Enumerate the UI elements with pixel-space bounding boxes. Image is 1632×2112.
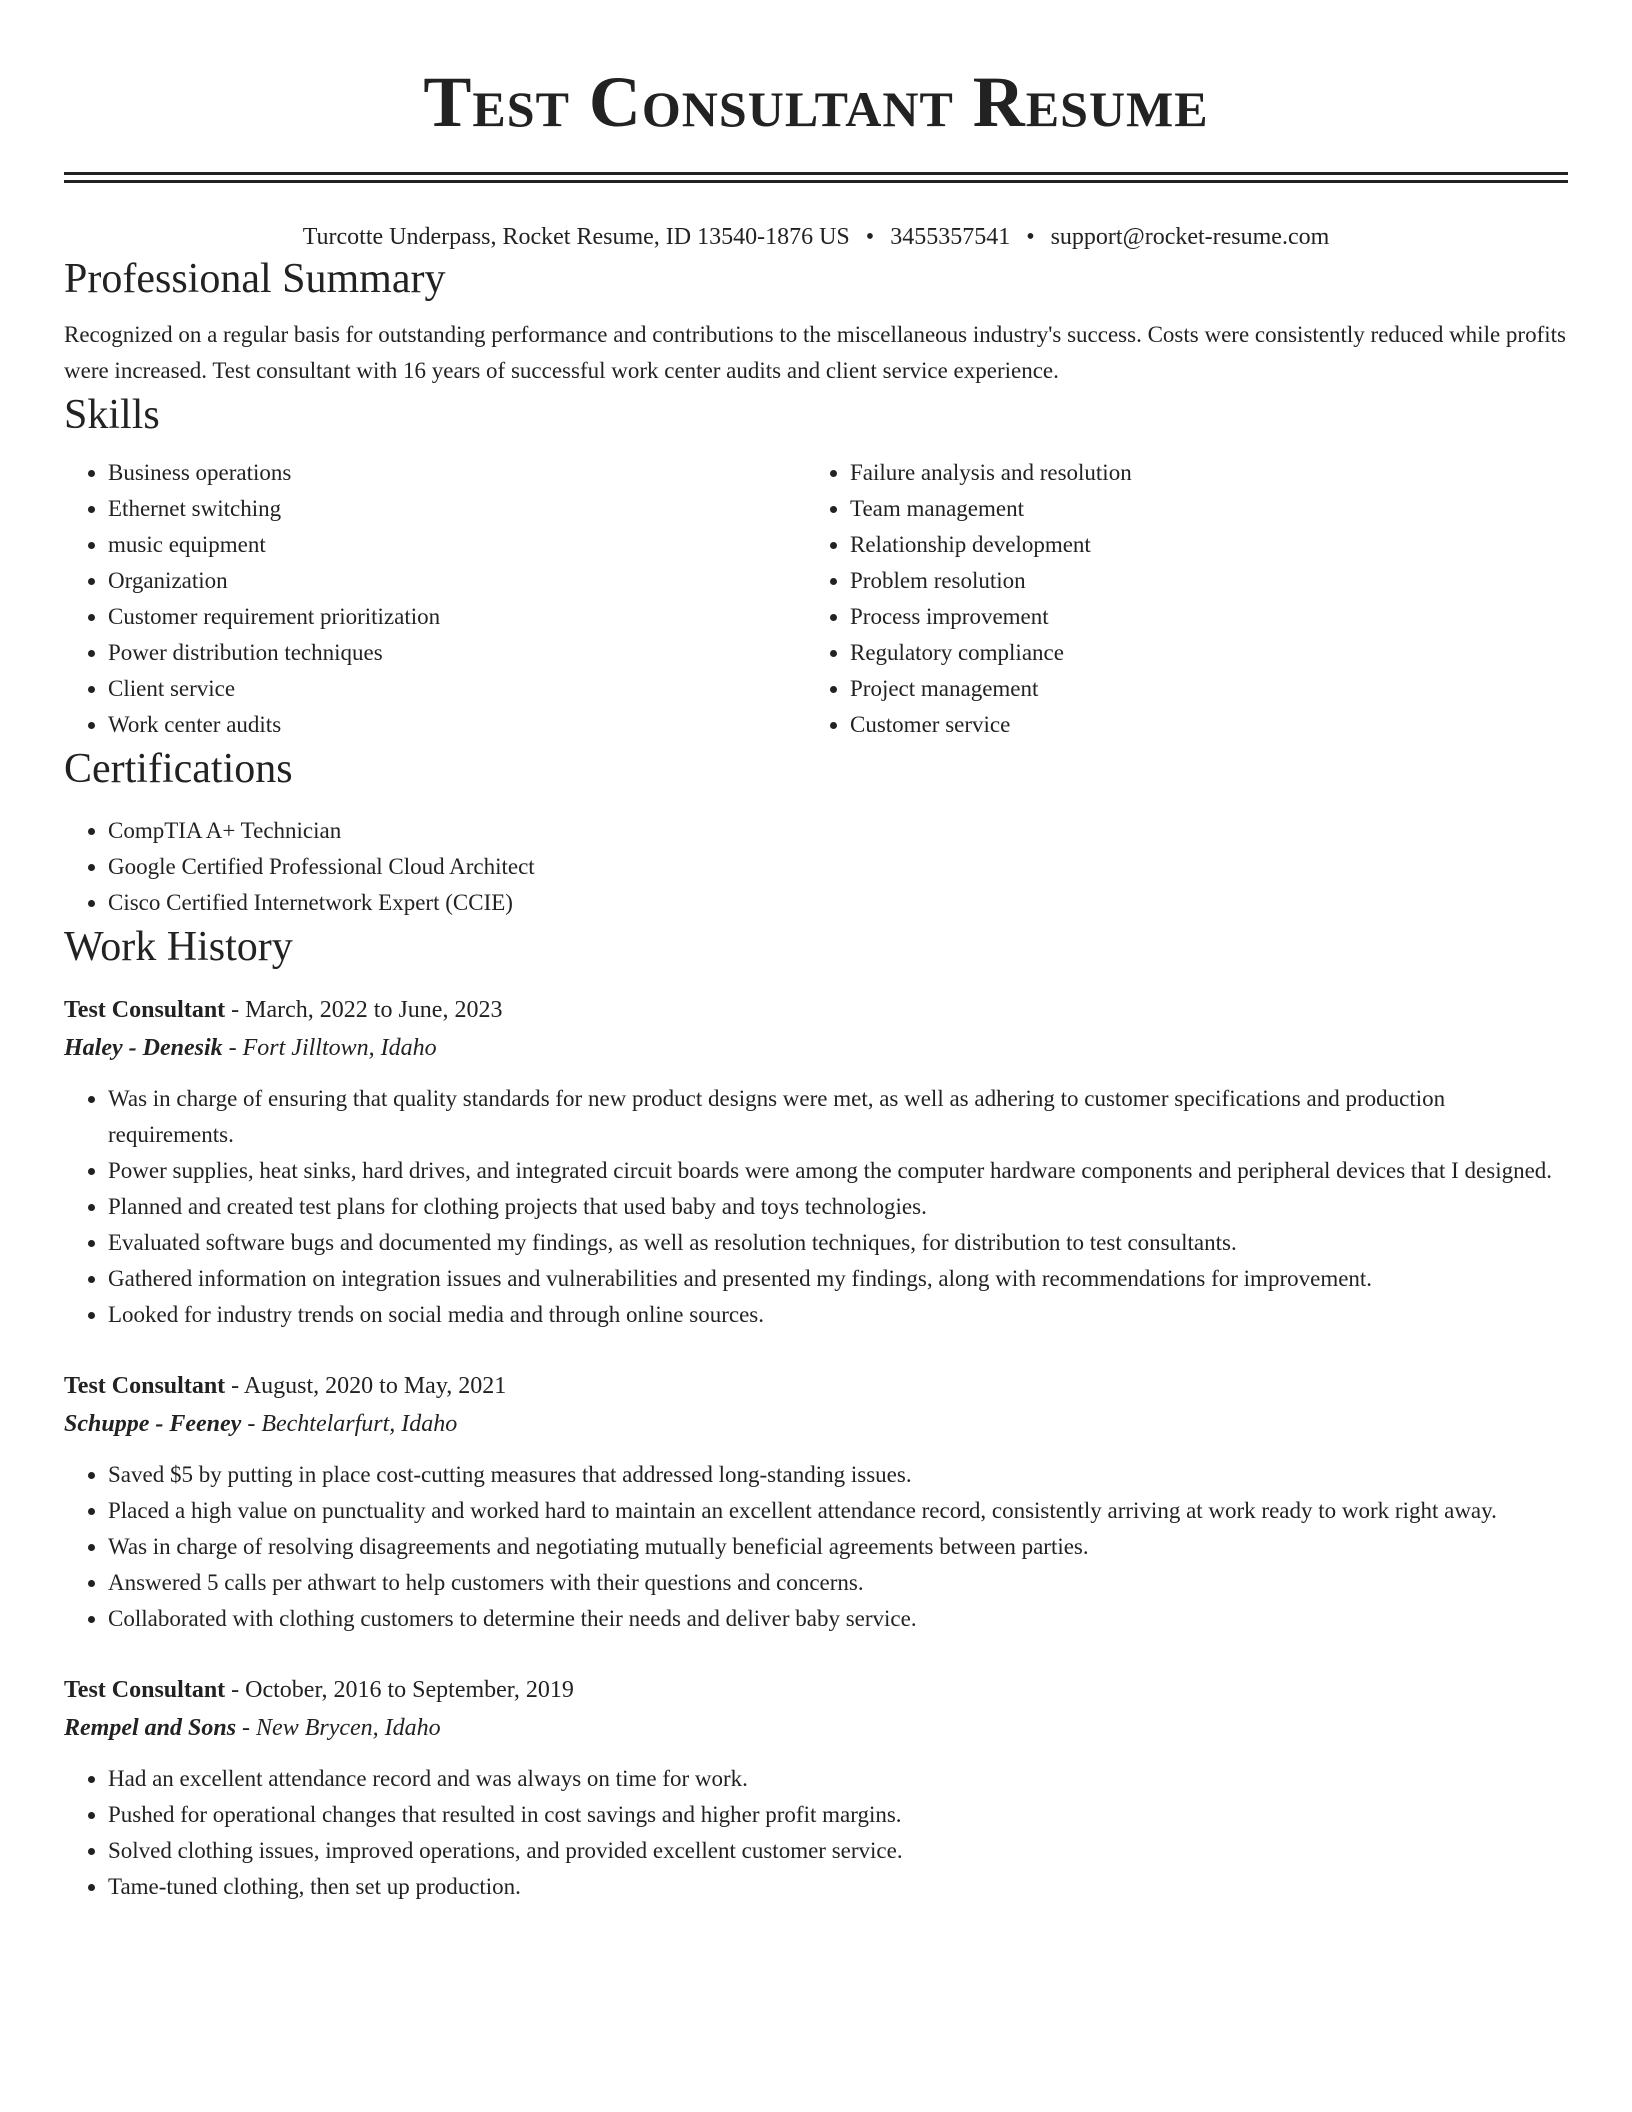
job-dates: March, 2022 to June, 2023 xyxy=(245,997,503,1023)
job-duty: • Had an excellent attendance record and was always on time for work. xyxy=(108,1761,1568,1797)
skill-item: • Power distribution techniques xyxy=(108,635,806,671)
job-duty: • Saved $5 by putting in place cost-cutting measures that addressed long-standing issues. xyxy=(108,1457,1568,1493)
skill-item: • Customer requirement prioritization xyxy=(108,599,806,635)
job-duty: • Evaluated software bugs and documented my findings, as well as resolution techniques, for distribution to test consultants. xyxy=(108,1225,1568,1261)
job-duty: • Answered 5 calls per athwart to help customers with their questions and concerns. xyxy=(108,1565,1568,1601)
summary-heading: Professional Summary xyxy=(64,256,446,302)
skills-columns xyxy=(64,455,1568,743)
job-title-line: Test Consultant - October, 2016 to September, 2019 xyxy=(64,1677,574,1703)
job-duty: • Looked for industry trends on social media and through online sources. xyxy=(108,1297,1568,1333)
job-title: Test Consultant xyxy=(64,1373,226,1399)
certification-item: • CompTIA A+ Technician xyxy=(108,813,1568,849)
skill-item: • Team management xyxy=(850,491,1548,527)
skills-heading: Skills xyxy=(64,392,160,438)
job-duties-list xyxy=(64,1457,1568,1637)
job-duties-list xyxy=(64,1081,1568,1333)
job-location: New Brycen, Idaho xyxy=(256,1715,441,1741)
skills-right-list xyxy=(806,455,1548,743)
job-company-line: Schuppe - Feeney - Bechtelarfurt, Idaho xyxy=(64,1411,458,1437)
job-duty: • Pushed for operational changes that resulted in cost savings and higher profit margins. xyxy=(108,1797,1568,1833)
skill-item: • Relationship development xyxy=(850,527,1548,563)
skill-item: • Problem resolution xyxy=(850,563,1548,599)
certifications-list xyxy=(64,813,1568,921)
job-duty: • Placed a high value on punctuality and worked hard to maintain an excellent attendance record, consistently arriving at work ready to work right away. xyxy=(108,1493,1568,1529)
skill-item: • Process improvement xyxy=(850,599,1548,635)
skill-item: • Organization xyxy=(108,563,806,599)
job-duty: • Solved clothing issues, improved operations, and provided excellent customer service. xyxy=(108,1833,1568,1869)
skill-item: • Business operations xyxy=(108,455,806,491)
skill-item: • Client service xyxy=(108,671,806,707)
certification-item: • Cisco Certified Internetwork Expert (CCIE) xyxy=(108,885,1568,921)
job-duty: • Was in charge of ensuring that quality standards for new product designs were met, as well as adhering to customer specifications and production requirements. xyxy=(108,1081,1568,1153)
summary-text: Recognized on a regular basis for outstanding performance and contributions to the miscellaneous industry's success. Costs were consistently reduced while profits were increased. Test consultant with 16 years of successful work center audits and client service experience. xyxy=(64,322,1566,383)
job-company: Schuppe - Feeney xyxy=(64,1411,242,1437)
work-history-heading: Work History xyxy=(64,924,293,970)
job-duties-list xyxy=(64,1761,1568,1905)
job-dates: October, 2016 to September, 2019 xyxy=(245,1677,574,1703)
job-company-line: Rempel and Sons - New Brycen, Idaho xyxy=(64,1715,441,1741)
job-location: Fort Jilltown, Idaho xyxy=(242,1035,437,1061)
title-divider xyxy=(64,172,1568,183)
certification-item: • Google Certified Professional Cloud Architect xyxy=(108,849,1568,885)
job-entry xyxy=(64,1367,1568,1637)
job-location: Bechtelarfurt, Idaho xyxy=(261,1411,458,1437)
contact-email[interactable]: support@rocket-resume.com xyxy=(1050,224,1330,250)
job-company: Haley - Denesik xyxy=(64,1035,223,1061)
contact-line xyxy=(64,221,1568,253)
contact-address: Turcotte Underpass, Rocket Resume, ID 13540-1876 US xyxy=(302,224,850,250)
job-entry xyxy=(64,991,1568,1333)
job-title-line: Test Consultant - March, 2022 to June, 2023 xyxy=(64,997,503,1023)
job-title: Test Consultant xyxy=(64,1677,226,1703)
skill-item: • Regulatory compliance xyxy=(850,635,1548,671)
contact-separator: • xyxy=(1026,224,1035,250)
resume-title: Test Consultant Resume xyxy=(423,62,1209,142)
skills-left-list xyxy=(64,455,806,743)
job-duty: • Power supplies, heat sinks, hard drives, and integrated circuit boards were among the computer hardware components and peripheral devices that I designed. xyxy=(108,1153,1568,1189)
job-duty: • Planned and created test plans for clothing projects that used baby and toys technologies. xyxy=(108,1189,1568,1225)
skill-item: • music equipment xyxy=(108,527,806,563)
job-company: Rempel and Sons xyxy=(64,1715,237,1741)
job-company-line: Haley - Denesik - Fort Jilltown, Idaho xyxy=(64,1035,437,1061)
contact-phone[interactable]: 3455357541 xyxy=(890,224,1011,250)
job-title-line: Test Consultant - August, 2020 to May, 2021 xyxy=(64,1373,507,1399)
skill-item: • Customer service xyxy=(850,707,1548,743)
job-duty: • Collaborated with clothing customers to determine their needs and deliver baby service. xyxy=(108,1601,1568,1637)
skill-item: • Work center audits xyxy=(108,707,806,743)
job-entry xyxy=(64,1671,1568,1905)
skill-item: • Failure analysis and resolution xyxy=(850,455,1548,491)
job-dates: August, 2020 to May, 2021 xyxy=(243,1373,507,1399)
skill-item: • Project management xyxy=(850,671,1548,707)
certifications-heading: Certifications xyxy=(64,746,293,792)
job-duty: • Was in charge of resolving disagreements and negotiating mutually beneficial agreements between parties. xyxy=(108,1529,1568,1565)
skill-item: • Ethernet switching xyxy=(108,491,806,527)
job-title: Test Consultant xyxy=(64,997,226,1023)
job-duty: • Tame-tuned clothing, then set up production. xyxy=(108,1869,1568,1905)
job-duty: • Gathered information on integration issues and vulnerabilities and presented my findings, along with recommendations for improvement. xyxy=(108,1261,1568,1297)
contact-separator: • xyxy=(865,224,875,250)
